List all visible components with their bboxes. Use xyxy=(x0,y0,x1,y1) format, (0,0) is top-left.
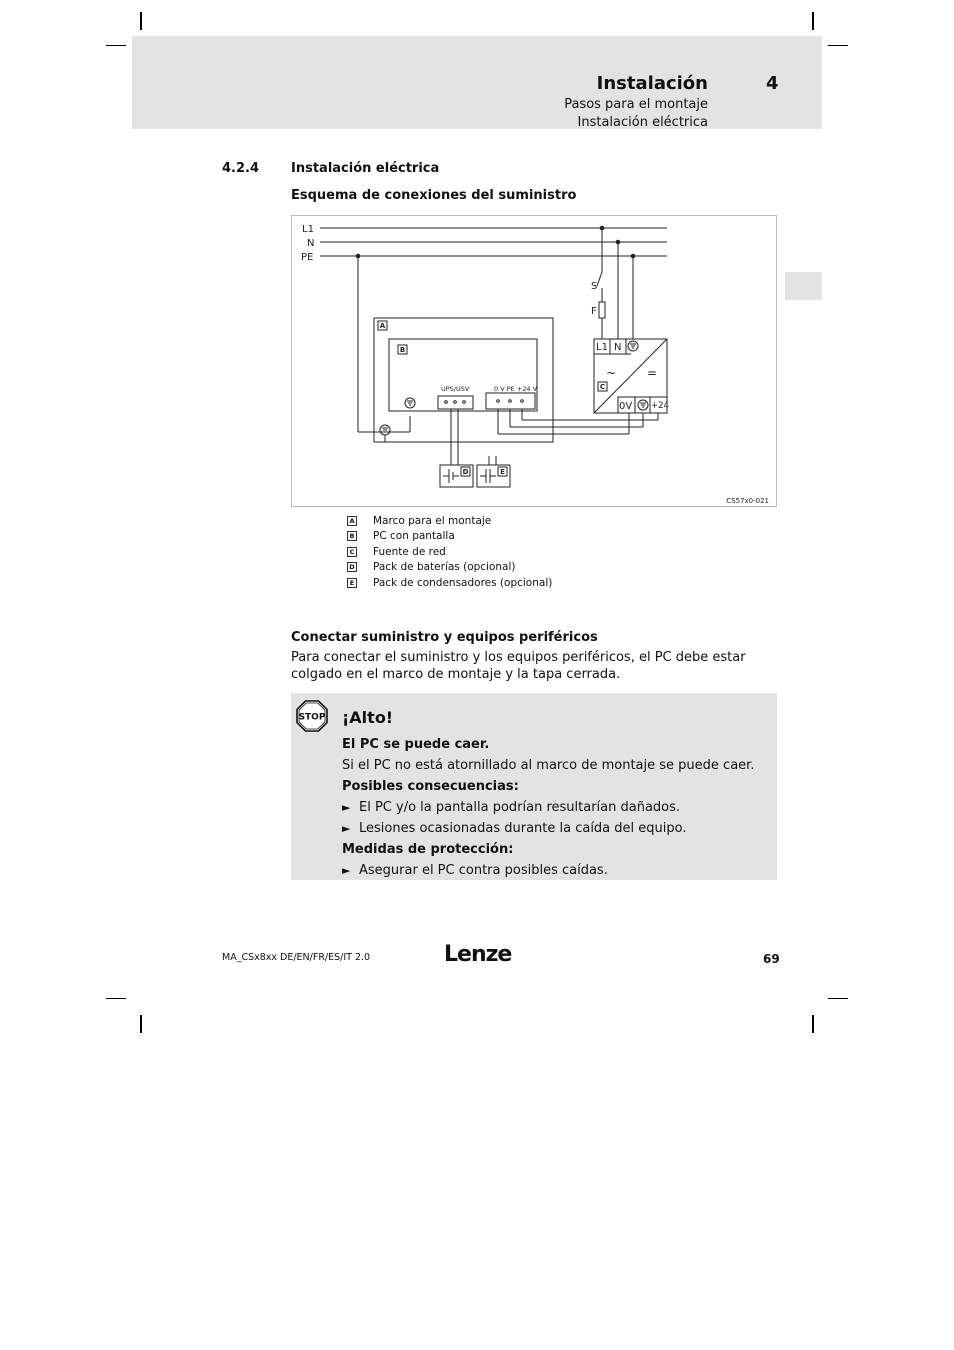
footer-doc-id: MA_CSx8xx DE/EN/FR/ES/IT 2.0 xyxy=(222,952,371,963)
legend-item xyxy=(347,529,552,545)
chapter-number: 4 xyxy=(766,73,779,94)
legend-text: Marco para el montaje xyxy=(373,514,492,527)
legend-key: B xyxy=(347,531,357,541)
crop-mark xyxy=(828,45,848,46)
crop-mark xyxy=(828,998,848,999)
alert-hazard: El PC se puede caer. xyxy=(342,737,490,752)
alert-heading: ¡Alto! xyxy=(342,708,394,727)
consequence-text: El PC y/o la pantalla podrían resultarían dañados. xyxy=(359,800,681,815)
stop-warning-body xyxy=(342,708,772,881)
header-subtitle-1: Pasos para el montaje xyxy=(564,97,708,112)
side-chapter-tab xyxy=(785,272,822,300)
figure-title: Esquema de conexiones del suministro xyxy=(291,188,577,203)
legend-text: PC con pantalla xyxy=(373,530,455,543)
marker-d: D xyxy=(462,468,469,476)
legend-key: C xyxy=(347,547,357,557)
connect-title: Conectar suministro y equipos periféricos xyxy=(291,630,598,645)
wiring-diagram-svg xyxy=(292,216,776,506)
page-number: 69 xyxy=(763,952,780,966)
marker-e: E xyxy=(500,468,505,476)
crop-mark xyxy=(140,1015,142,1033)
crop-mark xyxy=(812,1015,814,1033)
section-title: Instalación eléctrica xyxy=(291,161,440,176)
stop-icon xyxy=(296,700,328,732)
marker-c: C xyxy=(599,383,606,391)
legend-text: Pack de baterías (opcional) xyxy=(373,561,516,574)
wiring-diagram xyxy=(291,215,777,507)
legend-text: Fuente de red xyxy=(373,545,446,558)
terminal-24: +24 xyxy=(651,401,669,411)
measure-text: Asegurar el PC contra posibles caídas. xyxy=(359,863,608,878)
power-connector-label: 0 V PE +24 V xyxy=(494,385,538,393)
consequence-item xyxy=(342,818,772,839)
line-label-l1: L1 xyxy=(302,224,314,235)
line-label-n: N xyxy=(307,238,315,249)
legend-key: D xyxy=(347,562,357,572)
ac-symbol: ~ xyxy=(606,366,617,380)
alert-description: Si el PC no está atornillado al marco de montaje se puede caer. xyxy=(342,758,755,773)
bullet-arrow: ► xyxy=(342,801,351,814)
figure-legend xyxy=(347,513,552,591)
connect-text: Para conectar el suministro y los equipos periféricos, el PC debe estar colgado en el marco de montaje y la tapa cerrada. xyxy=(291,650,746,682)
switch-label: S xyxy=(591,281,598,292)
legend-item xyxy=(347,575,552,591)
bullet-arrow: ► xyxy=(342,822,351,835)
legend-item xyxy=(347,513,552,529)
legend-item xyxy=(347,544,552,560)
dc-symbol: = xyxy=(647,366,658,380)
consequence-item xyxy=(342,797,772,818)
marker-b: B xyxy=(399,346,406,354)
ups-label: UPS/USV xyxy=(441,385,470,393)
crop-mark xyxy=(106,45,126,46)
crop-mark xyxy=(812,12,814,30)
section-number: 4.2.4 xyxy=(222,161,260,176)
header-band xyxy=(132,36,822,129)
fuse-label: F xyxy=(591,306,597,317)
bullet-arrow: ► xyxy=(342,864,351,877)
measure-item xyxy=(342,860,772,881)
legend-key: A xyxy=(347,516,357,526)
consequence-text: Lesiones ocasionadas durante la caída del equipo. xyxy=(359,821,687,836)
lenze-logo: Lenze xyxy=(444,942,512,967)
legend-key: E xyxy=(347,578,357,588)
marker-a: A xyxy=(379,322,386,330)
alert-measures-title: Medidas de protección: xyxy=(342,842,514,857)
terminal-n: N xyxy=(614,342,622,353)
stop-icon-text: STOP xyxy=(298,712,326,723)
legend-item xyxy=(347,560,552,576)
chapter-title: Instalación xyxy=(596,73,708,94)
crop-mark xyxy=(140,12,142,30)
legend-text: Pack de condensadores (opcional) xyxy=(373,576,553,589)
terminal-0v: 0V xyxy=(619,401,633,412)
header-subtitle-2: Instalación eléctrica xyxy=(577,115,708,130)
terminal-l1: L1 xyxy=(596,342,608,353)
crop-mark xyxy=(106,998,126,999)
line-label-pe: PE xyxy=(301,252,314,263)
alert-consequences-title: Posibles consecuencias: xyxy=(342,779,519,794)
figure-id: CS57x0-021 xyxy=(726,497,769,505)
